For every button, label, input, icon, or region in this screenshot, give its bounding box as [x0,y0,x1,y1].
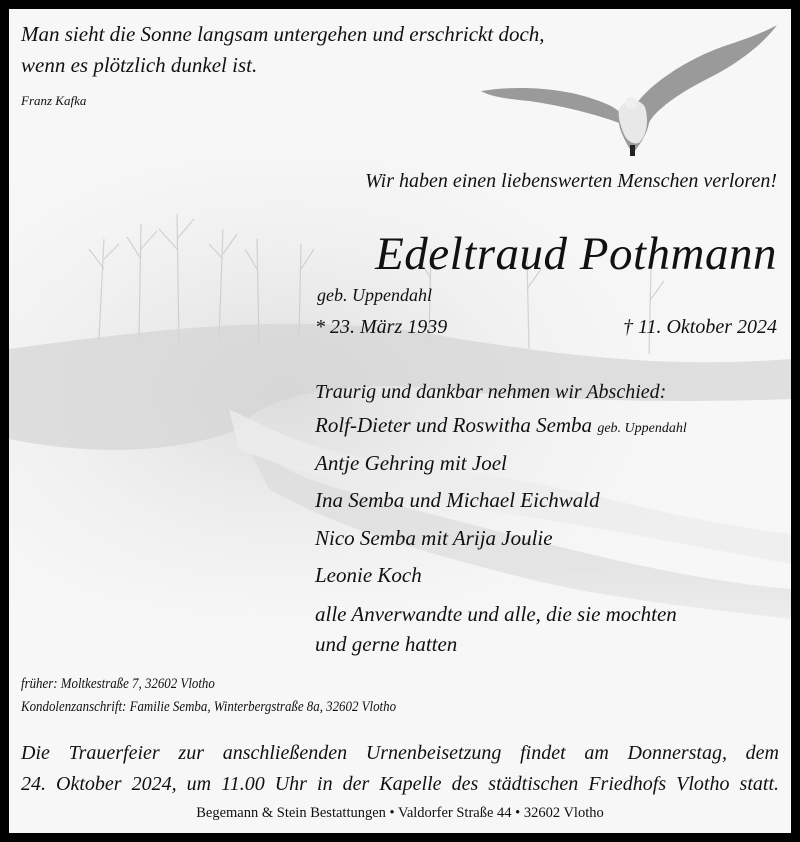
intro-line: Wir haben einen liebenswerten Menschen verloren! [365,170,777,192]
mourner-birth-name: geb. Uppendahl [597,421,687,436]
mourner-name: Antje Gehring mit Joel [315,450,507,475]
condolence-address: Kondolenzanschrift: Familie Semba, Winterbergstraße 8a, 32602 Vlotho [21,699,397,715]
mourner-item [315,557,687,595]
mourners-lead: Traurig und dankbar nehmen wir Abschied: [315,381,667,403]
service-line-1: Die Trauerfeier zur anschließenden Urnenbeisetzung findet am Donnerstag, dem [21,742,779,764]
kafka-quote [21,19,545,81]
mourner-item [315,407,687,445]
service-line-2: 24. Oktober 2024, um 11.00 Uhr in der Kapelle des städtischen Friedhofs Vlotho statt. [21,773,779,795]
birth-date: * 23. März 1939 [315,316,448,338]
quote-line-2: wenn es plötzlich dunkel ist. [21,53,258,77]
former-address: früher: Moltkestraße 7, 32602 Vlotho [21,676,215,692]
mourner-name: Ina Semba und Michael Eichwald [315,488,600,512]
mourners-closing-2: und gerne hatten [315,631,458,656]
quote-author: Franz Kafka [21,93,87,108]
death-date: † 11. Oktober 2024 [622,316,777,338]
mourners-list [315,377,687,659]
deceased-birth-name: geb. Uppendahl [317,285,432,305]
mourner-item [315,520,687,558]
funeral-home-footer: Begemann & Stein Bestattungen • Valdorfer Straße 44 • 32602 Vlotho [196,805,604,821]
mourners-closing-1: alle Anverwandte und alle, die sie mochten [315,601,677,626]
mourner-name: Leonie Koch [315,563,422,587]
mourner-name: Nico Semba mit Arija Joulie [315,525,553,550]
mourner-name: Rolf-Dieter und Roswitha Semba [315,413,593,437]
mourner-item [315,445,687,483]
mourner-item [315,482,687,520]
funeral-service-notice [21,738,779,800]
deceased-name: Edeltraud Pothmann [375,228,777,280]
obituary-card [9,9,791,833]
quote-line-1: Man sieht die Sonne langsam untergehen und erschrickt doch, [21,22,545,46]
